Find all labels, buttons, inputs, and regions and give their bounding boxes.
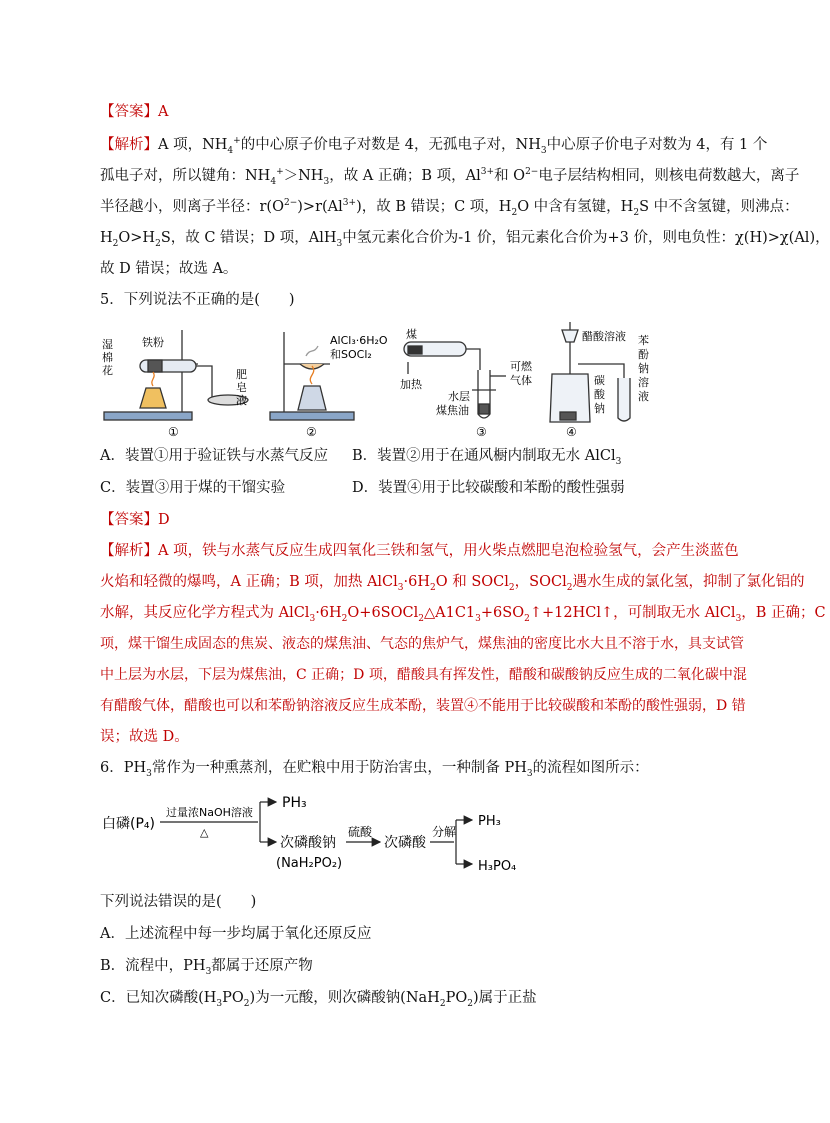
svg-text:皂: 皂 xyxy=(236,381,247,394)
svg-text:加热: 加热 xyxy=(400,378,422,391)
svg-text:气体: 气体 xyxy=(510,374,532,387)
svg-text:钠: 钠 xyxy=(594,402,605,415)
svg-text:次磷酸: 次磷酸 xyxy=(384,835,426,851)
q5-analysis-line-7: 误；故选 D。 xyxy=(100,729,189,745)
q5-option-c: C．装置③用于煤的干馏实验 xyxy=(100,480,286,496)
svg-text:铁粉: 铁粉 xyxy=(142,336,164,349)
q5-analysis-line-2: 火焰和轻微的爆鸣，A 正确；B 项，加热 $AlCl_3\cdot 6H_2O$ 和 SOCl$_2$，SOCl$_2$遇水生成的氯化氢，抑制了氯化铝的 xyxy=(100,574,805,593)
q6-option-c: C．已知次磷酸$(H_3PO_2)$为一元酸，则次磷酸钠$(NaH_2PO_2)$属于正盐 xyxy=(100,990,537,1009)
svg-text:②: ② xyxy=(306,425,317,439)
q6-stem: 6．$PH_3$常作为一种熏蒸剂，在贮粮中用于防治害虫，一种制备 $PH_3$的流程如图所示： xyxy=(100,760,649,779)
svg-text:碳: 碳 xyxy=(594,374,605,387)
svg-text:肥: 肥 xyxy=(236,368,247,381)
svg-text:可燃: 可燃 xyxy=(510,360,532,373)
q4-analysis-line-2: 孤电子对，所以键角：$NH_4^+>NH_3$，故 A 正确；B 项，$Al^{3+}$和 $O^{2-}$电子层结构相同，则核电荷数越大，离子 xyxy=(100,167,800,187)
svg-text:PH₃: PH₃ xyxy=(282,795,307,811)
svg-text:H₃PO₄: H₃PO₄ xyxy=(478,859,517,874)
svg-text:③: ③ xyxy=(476,425,487,439)
q6-option-a: A．上述流程中每一步均属于氧化还原反应 xyxy=(100,926,372,942)
svg-text:液: 液 xyxy=(236,394,247,407)
svg-text:苯: 苯 xyxy=(638,334,649,347)
svg-text:钠: 钠 xyxy=(638,362,649,375)
svg-text:白磷(P₄): 白磷(P₄) xyxy=(102,816,155,832)
svg-text:过量浓NaOH溶液: 过量浓NaOH溶液 xyxy=(166,806,253,819)
svg-text:△: △ xyxy=(200,826,209,839)
svg-text:次磷酸钠: 次磷酸钠 xyxy=(280,835,336,851)
svg-text:PH₃: PH₃ xyxy=(478,814,501,829)
svg-text:棉: 棉 xyxy=(102,351,113,364)
q5-analysis-line-5: 中上层为水层，下层为煤焦油，C 正确；D 项，醋酸具有挥发性，醋酸和碳酸钠反应生成的二氧化碳中混 xyxy=(100,667,747,683)
answer-value: D xyxy=(158,512,170,528)
q5-option-b: B．装置②用于在通风橱内制取无水 AlCl$_3$ xyxy=(352,448,622,467)
flowchart-svg xyxy=(100,790,540,880)
apparatus-1 xyxy=(104,330,248,420)
q5-answer xyxy=(100,510,170,530)
q4-analysis-line-3: 半径越小，则离子半径：$r(O^{2-})>r(Al^{3+})$，故 B 错误；C 项，$H_2O$ 中含有氢键，$H_2S$ 中不含氢键，则沸点： xyxy=(100,198,799,218)
svg-text:湿: 湿 xyxy=(102,338,113,351)
svg-text:水层: 水层 xyxy=(448,390,470,403)
svg-text:花: 花 xyxy=(102,364,113,377)
q4-answer xyxy=(100,102,168,122)
svg-text:④: ④ xyxy=(566,425,577,439)
q6-sub-stem: 下列说法错误的是( ) xyxy=(100,894,257,910)
analysis-tag: 【解析】 xyxy=(100,543,158,559)
q4-analysis-line-1: 【解析】A 项，$NH_4^+$的中心原子价电子对数是 4，无孤电子对，$NH_3$中心原子价电子对数为 4，有 1 个 xyxy=(100,136,768,156)
apparatus-svg xyxy=(100,318,690,440)
svg-text:煤焦油: 煤焦油 xyxy=(436,404,469,417)
svg-text:溶: 溶 xyxy=(638,376,649,389)
svg-text:酚: 酚 xyxy=(638,348,649,361)
q5-option-d: D．装置④用于比较碳酸和苯酚的酸性强弱 xyxy=(352,480,625,496)
svg-text:硫酸: 硫酸 xyxy=(348,825,373,839)
answer-tag: 【答案】 xyxy=(100,104,158,120)
q5-analysis-line-4: 项，煤干馏生成固态的焦炭、液态的煤焦油、气态的焦炉气，煤焦油的密度比水大且不溶于水，具支试管 xyxy=(100,636,744,652)
svg-text:和SOCl₂: 和SOCl₂ xyxy=(330,348,372,361)
q5-analysis-line-1: 【解析】A 项，铁与水蒸气反应生成四氧化三铁和氢气，用火柴点燃肥皂泡检验氢气，会产生淡蓝色 xyxy=(100,543,739,559)
svg-text:①: ① xyxy=(168,425,179,439)
svg-text:酸: 酸 xyxy=(594,388,605,401)
svg-text:(NaH₂PO₂): (NaH₂PO₂) xyxy=(276,856,343,871)
analysis-tag: 【解析】 xyxy=(100,137,158,153)
answer-value: A xyxy=(158,104,169,120)
q5-stem: 5．下列说法不正确的是( ) xyxy=(100,292,295,308)
svg-text:醋酸溶液: 醋酸溶液 xyxy=(582,330,626,343)
q5-analysis-line-3: 水解，其反应化学方程式为 $AlCl_3\cdot 6H_2O+6SOCl_2\triangle A1C1_3+6SO_2↑+12HCl↑$，可制取无水 AlCl$_3$，B 正确；C xyxy=(100,605,826,624)
svg-text:煤: 煤 xyxy=(406,328,417,341)
q6-option-b: B．流程中，$PH_3$都属于还原产物 xyxy=(100,958,313,977)
q6-flowchart xyxy=(100,790,540,880)
q4-analysis-line-5: 故 D 错误；故选 A。 xyxy=(100,261,238,277)
svg-text:分解: 分解 xyxy=(432,825,457,839)
q4-analysis-line-4: $H_2O>H_2S$，故 C 错误；D 项，AlH$_3$中氢元素化合价为-1 价，铝元素化合价为+3 价，则电负性：χ(H)>χ(Al)， xyxy=(100,230,830,249)
q5-apparatus-figure xyxy=(100,318,690,440)
svg-text:AlCl₃·6H₂O: AlCl₃·6H₂O xyxy=(330,334,388,347)
svg-text:液: 液 xyxy=(638,390,649,403)
q5-analysis-line-6: 有醋酸气体，醋酸也可以和苯酚钠溶液反应生成苯酚，装置④不能用于比较碳酸和苯酚的酸性强弱，D 错 xyxy=(100,698,746,714)
answer-tag: 【答案】 xyxy=(100,512,158,528)
q5-option-a: A．装置①用于验证铁与水蒸气反应 xyxy=(100,448,328,464)
